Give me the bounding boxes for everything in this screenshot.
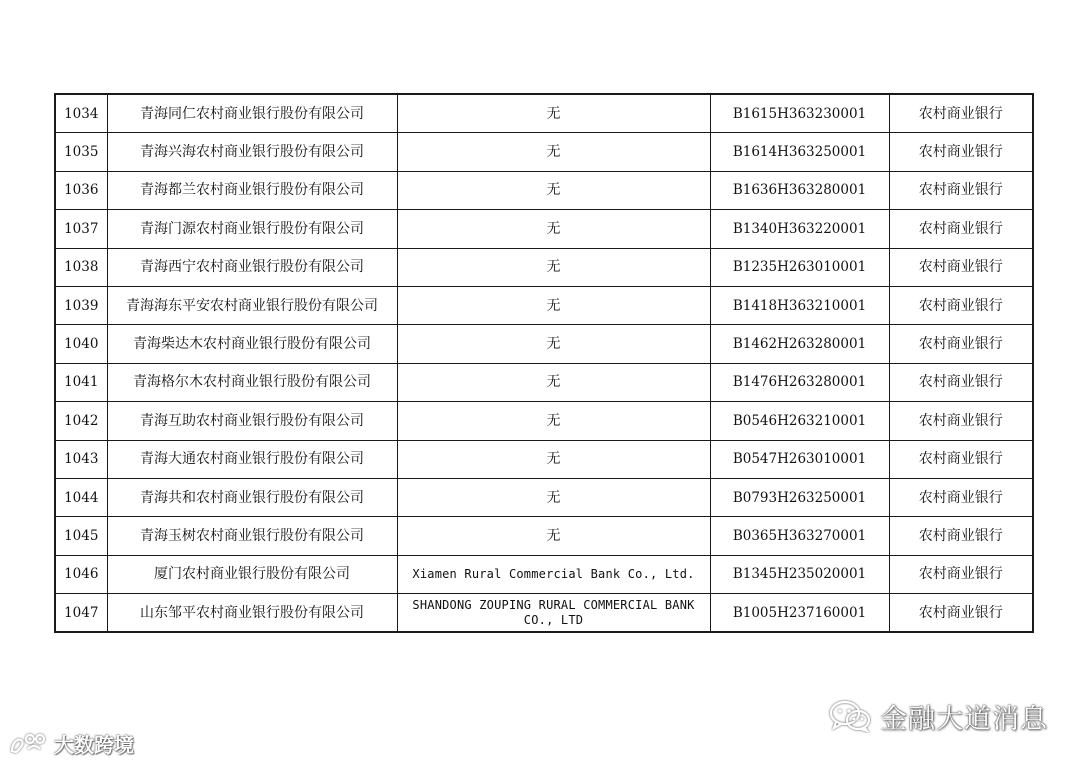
cell-institution-code: B1345H235020001 [710,555,889,593]
cell-bank-name-en: 无 [397,248,710,286]
cell-number: 1034 [55,94,107,133]
table-row [55,555,1033,593]
cell-institution-code: B0546H263210001 [710,402,889,440]
cell-institution-code: B1636H363280001 [710,171,889,209]
table-row [55,478,1033,516]
cell-bank-name-en: 无 [397,94,710,133]
watermark-bottom-right [828,696,1048,736]
table-row [55,171,1033,209]
cell-bank-name-en: 无 [397,171,710,209]
cell-bank-name-cn: 青海互助农村商业银行股份有限公司 [107,402,397,440]
cell-bank-name-en: 无 [397,325,710,363]
cell-institution-code: B1235H263010001 [710,248,889,286]
cell-bank-name-en: 无 [397,402,710,440]
cell-number: 1035 [55,133,107,171]
cell-bank-name-cn: 青海格尔木农村商业银行股份有限公司 [107,363,397,401]
table-row [55,248,1033,286]
cell-bank-name-cn: 青海都兰农村商业银行股份有限公司 [107,171,397,209]
cell-bank-name-cn: 青海海东平安农村商业银行股份有限公司 [107,286,397,324]
cell-institution-code: B1614H363250001 [710,133,889,171]
cell-institution-type: 农村商业银行 [889,133,1033,171]
bank-list-table [54,93,1034,633]
cell-institution-code: B0793H263250001 [710,478,889,516]
cell-institution-code: B1476H263280001 [710,363,889,401]
cell-institution-code: B1418H363210001 [710,286,889,324]
cell-institution-type: 农村商业银行 [889,94,1033,133]
baidu-paw-logo-icon [8,731,48,755]
cell-institution-type: 农村商业银行 [889,478,1033,516]
cell-institution-code: B0365H363270001 [710,517,889,555]
cell-institution-code: B1005H237160001 [710,594,889,633]
cell-bank-name-en: SHANDONG ZOUPING RURAL COMMERCIAL BANK CO., LTD [397,594,710,633]
cell-number: 1036 [55,171,107,209]
table-row [55,133,1033,171]
table-row [55,94,1033,133]
cell-bank-name-en: Xiamen Rural Commercial Bank Co., Ltd. [397,555,710,593]
cell-bank-name-cn: 青海同仁农村商业银行股份有限公司 [107,94,397,133]
cell-number: 1041 [55,363,107,401]
table-row [55,402,1033,440]
table-row [55,440,1033,478]
cell-institution-type: 农村商业银行 [889,325,1033,363]
cell-number: 1044 [55,478,107,516]
cell-bank-name-en: 无 [397,210,710,248]
table-row [55,594,1033,633]
cell-bank-name-cn: 青海兴海农村商业银行股份有限公司 [107,133,397,171]
cell-bank-name-cn: 青海玉树农村商业银行股份有限公司 [107,517,397,555]
table-row [55,210,1033,248]
cell-number: 1043 [55,440,107,478]
table-row [55,363,1033,401]
cell-bank-name-cn: 青海门源农村商业银行股份有限公司 [107,210,397,248]
cell-number: 1037 [55,210,107,248]
cell-bank-name-cn: 厦门农村商业银行股份有限公司 [107,555,397,593]
cell-institution-code: B1615H363230001 [710,94,889,133]
cell-institution-type: 农村商业银行 [889,517,1033,555]
cell-institution-type: 农村商业银行 [889,171,1033,209]
cell-institution-type: 农村商业银行 [889,248,1033,286]
table-row [55,286,1033,324]
cell-bank-name-en: 无 [397,363,710,401]
cell-bank-name-en: 无 [397,286,710,324]
cell-institution-type: 农村商业银行 [889,594,1033,633]
cell-bank-name-cn: 青海大通农村商业银行股份有限公司 [107,440,397,478]
cell-number: 1045 [55,517,107,555]
cell-number: 1047 [55,594,107,633]
cell-bank-name-cn: 青海柴达木农村商业银行股份有限公司 [107,325,397,363]
cell-institution-type: 农村商业银行 [889,402,1033,440]
cell-bank-name-en: 无 [397,440,710,478]
cell-number: 1046 [55,555,107,593]
cell-number: 1042 [55,402,107,440]
cell-institution-type: 农村商业银行 [889,440,1033,478]
cell-institution-code: B1462H263280001 [710,325,889,363]
cell-bank-name-en: 无 [397,478,710,516]
cell-number: 1038 [55,248,107,286]
table-row [55,517,1033,555]
cell-institution-code: B1340H363220001 [710,210,889,248]
watermark-bottom-left-text: 大数跨境 [54,732,134,757]
table-row [55,325,1033,363]
cell-institution-type: 农村商业银行 [889,363,1033,401]
table-body [55,94,1033,632]
cell-bank-name-cn: 山东邹平农村商业银行股份有限公司 [107,594,397,633]
cell-number: 1040 [55,325,107,363]
cell-bank-name-cn: 青海西宁农村商业银行股份有限公司 [107,248,397,286]
watermark-bottom-right-text: 金融大道消息 [880,703,1048,735]
cell-number: 1039 [55,286,107,324]
cell-institution-code: B0547H263010001 [710,440,889,478]
cell-institution-type: 农村商业银行 [889,210,1033,248]
cell-bank-name-en: 无 [397,133,710,171]
watermark-bottom-left [8,729,134,757]
cell-bank-name-en: 无 [397,517,710,555]
cell-bank-name-cn: 青海共和农村商业银行股份有限公司 [107,478,397,516]
cell-institution-type: 农村商业银行 [889,286,1033,324]
cell-institution-type: 农村商业银行 [889,555,1033,593]
wechat-logo-icon [828,699,872,733]
